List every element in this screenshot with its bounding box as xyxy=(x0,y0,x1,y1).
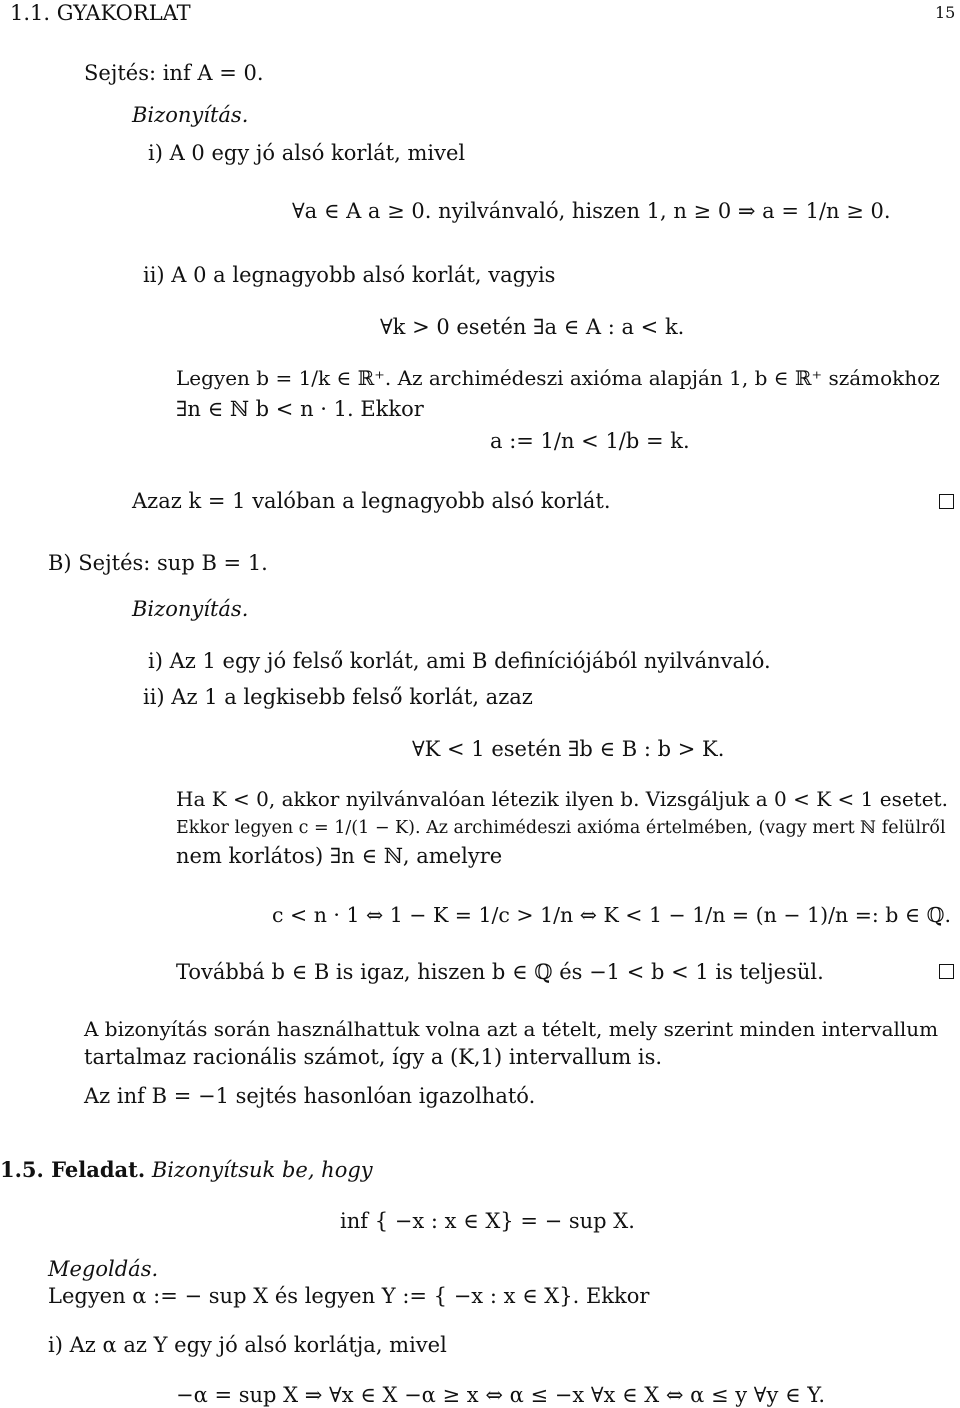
proof-step-i: i) A 0 egy jó alsó korlát, mivel xyxy=(148,141,466,165)
remark-line-2: tartalmaz racionális számot, így a (K,1) intervallum is. xyxy=(84,1045,663,1069)
remark-line-1: A bizonyítás során használhattuk volna azt a tételt, mely szerint minden intervallum xyxy=(84,1017,939,1041)
solution-setup: Legyen α := − sup X és legyen Y := { −x : x ∈ X}. Ekkor xyxy=(48,1284,650,1308)
formula-a-definition: a := 1/n < 1/b = k. xyxy=(490,429,690,453)
proof-step-i: i) Az 1 egy jó felső korlát, ami B definíciójából nyilvánvaló. xyxy=(148,649,771,673)
conjecture-inf-a: Sejtés: inf A = 0. xyxy=(84,61,264,85)
solution-label: Megoldás. xyxy=(48,1257,159,1281)
qed-square xyxy=(939,494,954,509)
page-number: 15 xyxy=(935,3,956,22)
archimedes-text-line-2: ∃n ∈ ℕ b < n · 1. Ekkor xyxy=(176,397,424,421)
conclusion-text: Azaz k = 1 valóban a legnagyobb alsó korlát. xyxy=(132,489,611,513)
archimedes-text-line-2: nem korlátos) ∃n ∈ ℕ, amelyre xyxy=(176,844,503,868)
formula-inf-sup: inf { −x : x ∈ X} = − sup X. xyxy=(340,1209,635,1233)
proof-step-ii: ii) Az 1 a legkisebb felső korlát, azaz xyxy=(143,685,533,709)
exercise-prompt: Bizonyítsuk be, hogy xyxy=(151,1158,373,1182)
formula-final: −α = sup X ⇒ ∀x ∈ X −α ≥ x ⇔ α ≤ −x ∀x ∈ X ⇔ α ≤ y ∀y ∈ Y. xyxy=(176,1383,826,1407)
archimedes-text-line-1: Legyen b = 1/k ∈ ℝ⁺. Az archimédeszi axióma alapján 1, b ∈ ℝ⁺ számokhoz xyxy=(176,366,940,390)
formula-chain: c < n · 1 ⇔ 1 − K = 1/c > 1/n ⇔ K < 1 − 1/n = (n − 1)/n =: b ∈ ℚ. xyxy=(272,903,951,927)
conjecture-sup-b: B) Sejtés: sup B = 1. xyxy=(48,551,268,575)
proof-label: Bizonyítás. xyxy=(132,103,249,127)
case-analysis-text: Ha K < 0, akkor nyilvánvalóan létezik ilyen b. Vizsgáljuk a 0 < K < 1 esetet. xyxy=(176,787,948,811)
conclusion-text: Továbbá b ∈ B is igaz, hiszen b ∈ ℚ és −1 < b < 1 is teljesül. xyxy=(176,960,824,984)
formula-greatest-lower-bound: ∀k > 0 esetén ∃a ∈ A : a < k. xyxy=(380,315,685,339)
archimedes-text-line-1: Ekkor legyen c = 1/(1 − K). Az archimédeszi axióma értelmében, (vagy mert ℕ felülről xyxy=(176,818,946,838)
proof-label: Bizonyítás. xyxy=(132,597,249,621)
exercise-label: 1.5. Feladat. xyxy=(0,1157,146,1182)
solution-step-i: i) Az α az Y egy jó alsó korlátja, mivel xyxy=(48,1333,447,1357)
formula-least-upper-bound: ∀K < 1 esetén ∃b ∈ B : b > K. xyxy=(412,737,725,761)
running-header-title: 1.1. GYAKORLAT xyxy=(10,1,191,25)
formula-lower-bound: ∀a ∈ A a ≥ 0. nyilvánvaló, hiszen 1, n ≥ 0 ⇒ a = 1/n ≥ 0. xyxy=(292,199,891,223)
qed-square xyxy=(939,964,954,979)
remark-line-3: Az inf B = −1 sejtés hasonlóan igazolható. xyxy=(84,1084,536,1108)
exercise-heading xyxy=(0,1157,373,1183)
proof-step-ii: ii) A 0 a legnagyobb alsó korlát, vagyis xyxy=(143,263,556,287)
